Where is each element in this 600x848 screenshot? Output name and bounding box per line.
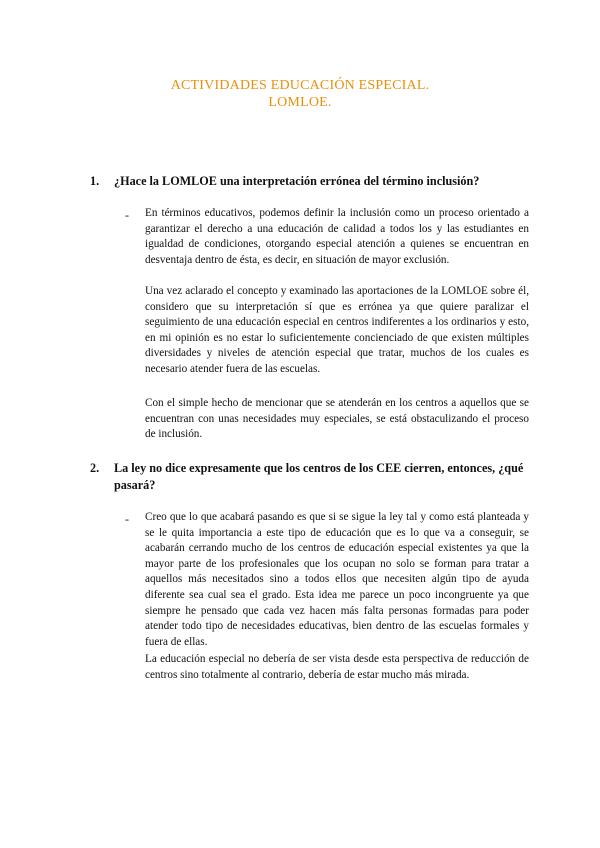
answer-2-paragraph-1: Creo que lo que acabará pasando es que si se sigue la ley tal y como está planteada y se le quita importancia a este tipo de educación que es lo que va a conseguir, se acabarán cerrando mucho de los centros de educación especial existentes ya que la mayor parte de los profesionales que los ocupan no solo se forman para tratar a aquellos más necesitados sino a todos ellos que necesiten algún tipo de ayuda diferente sea cual sea el grado. Esta idea me parece un poco incongruente ya que siempre he pensado que cada vez hacen más falta personas formadas para poder atender todo tipo de necesidades educativas, bien dentro de las escuelas formales y fuera de ellas. bbox=[145, 511, 529, 648]
question-2-number: 2. bbox=[90, 461, 100, 475]
answer-2-paragraph-2: La educación especial no debería de ser vista desde esta perspectiva de reducción de centros sino totalmente al contrario, debería de estar mucho más mirada. bbox=[145, 653, 529, 681]
question-2-text: La ley no dice expresamente que los centros de los CEE cierren, entonces, ¿qué pasará? bbox=[114, 461, 524, 492]
question-1-bullet: - bbox=[125, 208, 129, 222]
document-title-line2: LOMLOE. bbox=[268, 95, 332, 110]
question-1-text: ¿Hace la LOMLOE una interpretación errónea del término inclusión? bbox=[114, 174, 480, 188]
document-title-line1: ACTIVIDADES EDUCACIÓN ESPECIAL. bbox=[170, 78, 430, 93]
answer-1-paragraph-3: Con el simple hecho de mencionar que se atenderán en los centros a aquellos que se encuentran con unas necesidades muy especiales, se está obstaculizando el proceso de inclusión. bbox=[145, 397, 529, 441]
question-1-number: 1. bbox=[90, 174, 100, 188]
question-2-bullet: - bbox=[125, 512, 129, 526]
answer-1-paragraph-1: En términos educativos, podemos definir la inclusión como un proceso orientado a garantizar el derecho a una educación de calidad a todos los y las estudiantes en igualdad de condiciones, otorgando especial atención a quienes se encuentran en desventaja dentro de ésta, es decir, en situación de mayor exclusión. bbox=[145, 207, 529, 266]
answer-1-paragraph-2: Una vez aclarado el concepto y examinado las aportaciones de la LOMLOE sobre él, considero que su interpretación sí que es errónea ya que quiere paralizar el seguimiento de una educación especial en centros indiferentes a los ordinarios y esto, en mi opinión es no estar lo suficientemente concienciado de que existen múltiples diversidades y niveles de atención especial que tratar, muchos de los cuales es necesario atender fuera de las escuelas. bbox=[145, 285, 529, 375]
